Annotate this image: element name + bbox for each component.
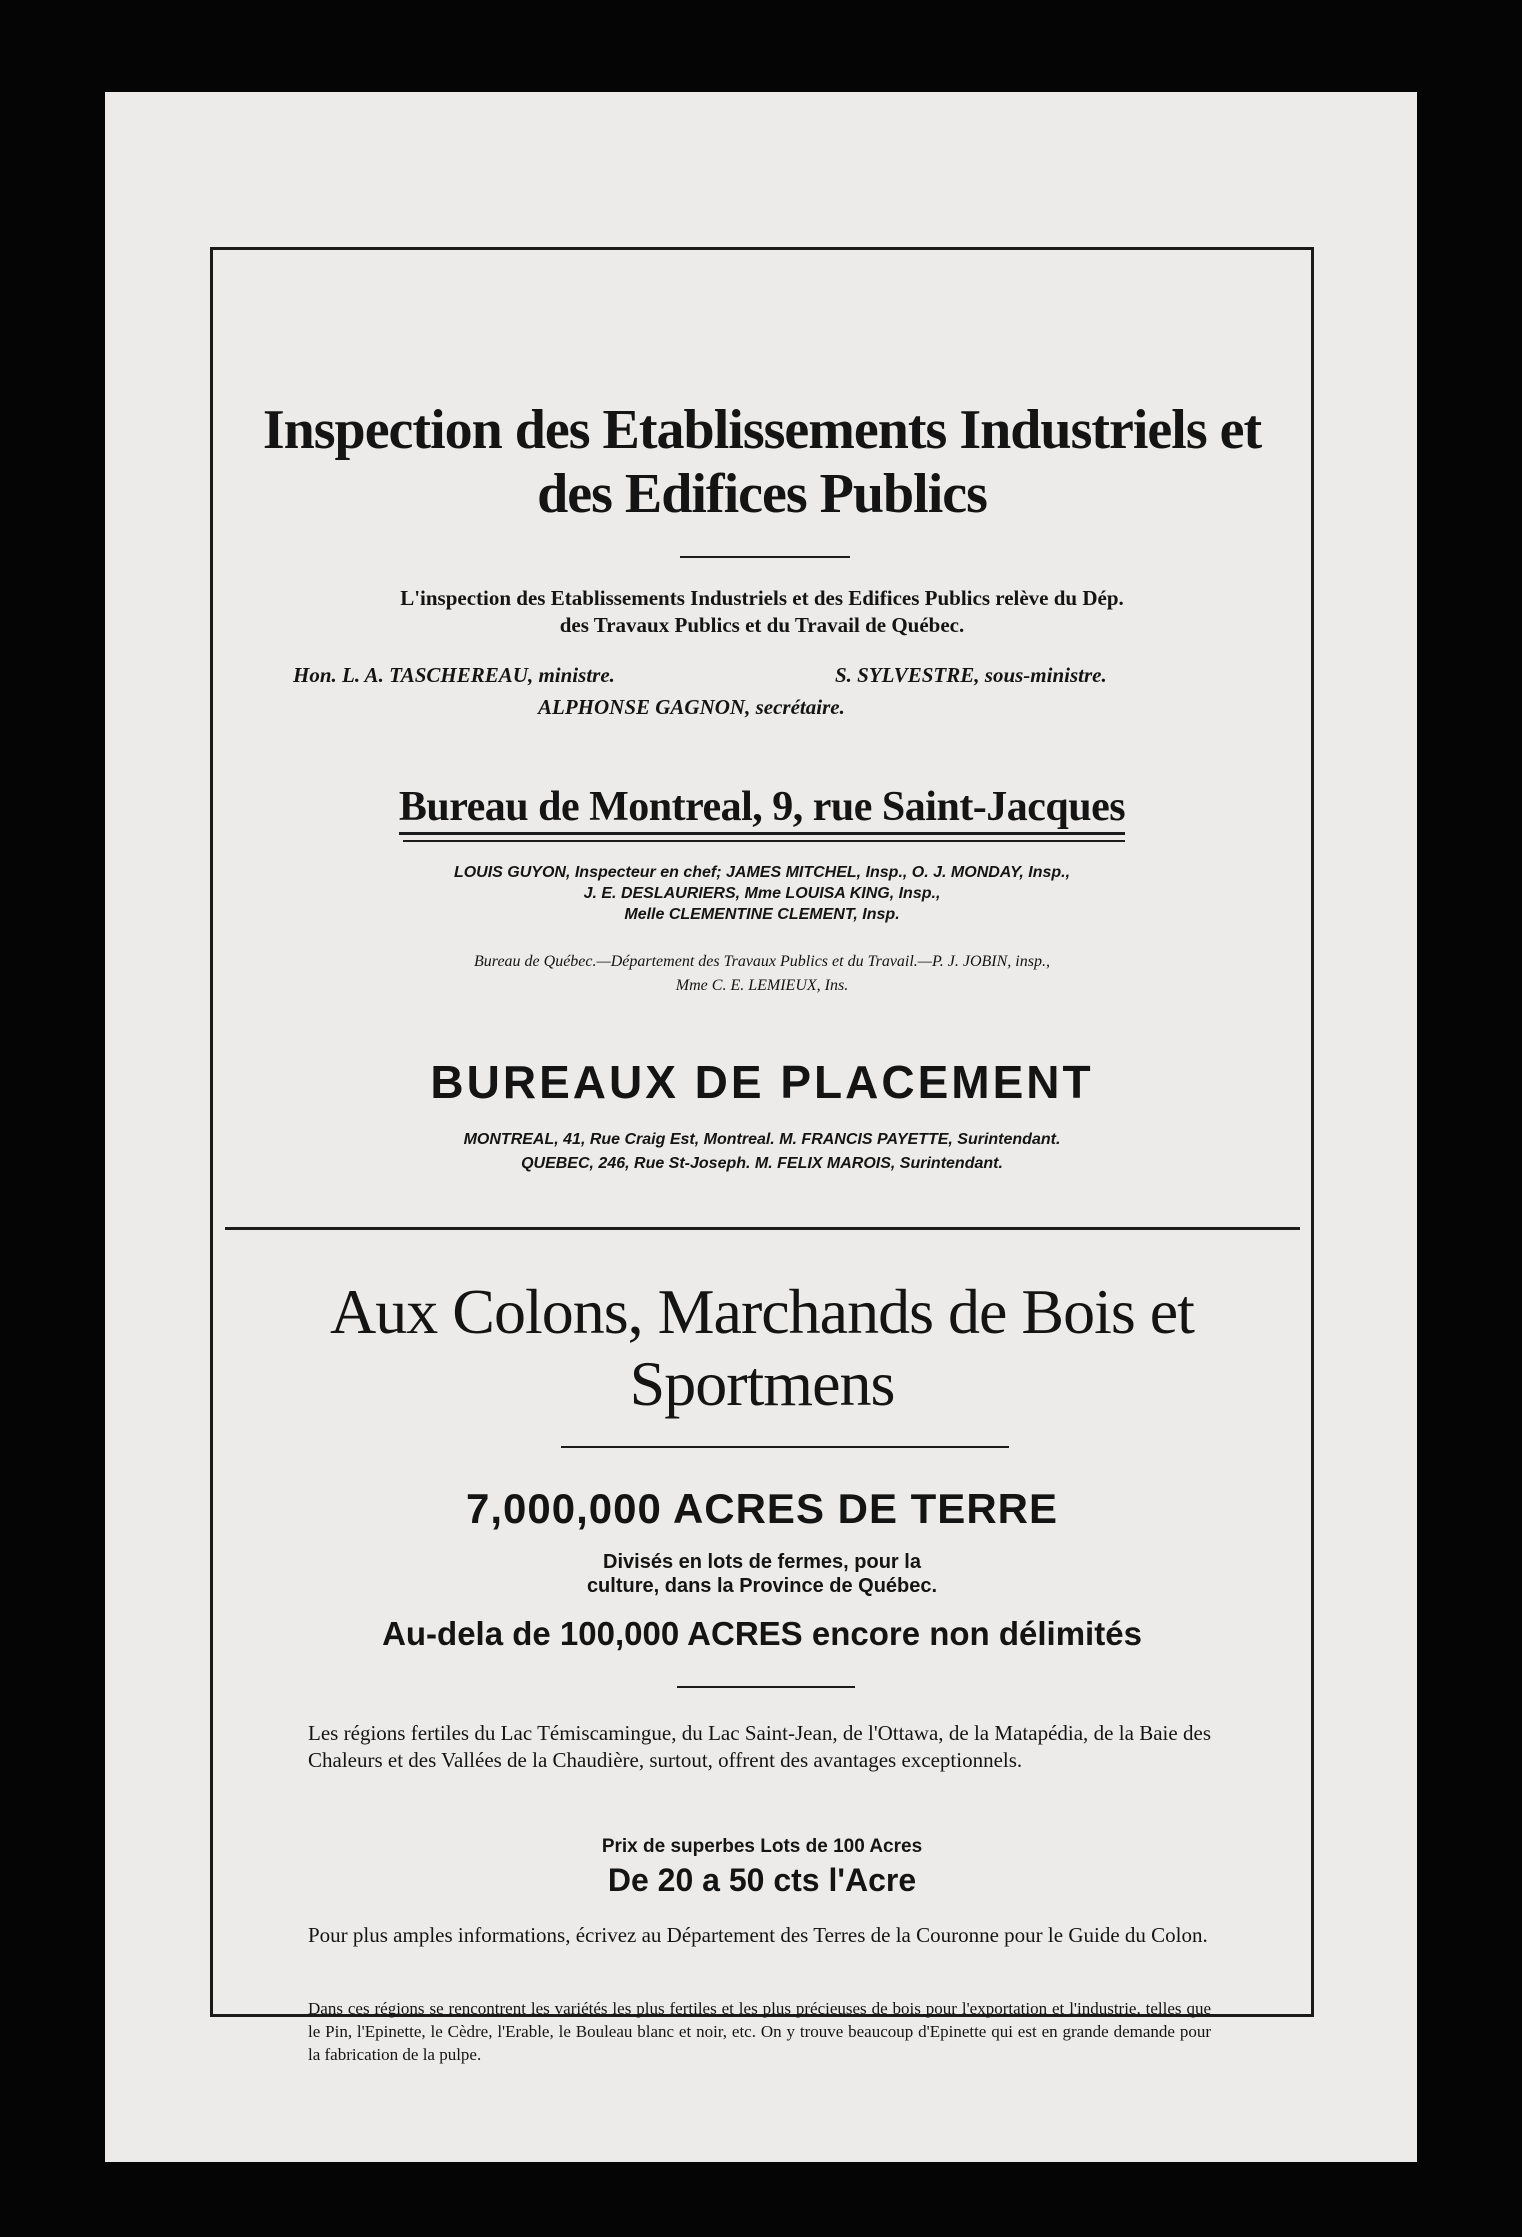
bureau-heading-rule (403, 840, 1125, 842)
placement-heading: BUREAUX DE PLACEMENT (430, 1056, 1094, 1108)
inspection-intro: L'inspection des Etablissements Industriels et des Edifices Publics relève du Dép. des Travaux Publics et du Travail de Québec. (400, 586, 1124, 637)
document-page (105, 92, 1417, 2162)
colons-title-divider (561, 1446, 1009, 1448)
undelimited-divider (677, 1686, 855, 1688)
advertisement-frame (210, 247, 1314, 2064)
colons-title: Aux Colons, Marchands de Bois et Sportmens (330, 1276, 1194, 1419)
contact-paragraph: Pour plus amples informations, écrivez au Département des Terres de la Couronne pour le Guide du Colon. (308, 1923, 1208, 1947)
title-divider (680, 556, 850, 558)
section-divider (225, 1227, 1300, 1230)
undelimited-acres: Au-dela de 100,000 ACRES encore non délimités (382, 1615, 1142, 1652)
placement-offices: MONTREAL, 41, Rue Craig Est, Montreal. M. FRANCIS PAYETTE, Surintendant. QUEBEC, 246, Rue St-Joseph. M. FELIX MAROIS, Surintendant. (463, 1131, 1061, 1172)
officials-list (213, 663, 1311, 733)
deputy-minister-text: S. SYLVESTRE, sous-ministre. (835, 663, 1107, 687)
price-label: Prix de superbes Lots de 100 Acres (601, 1836, 923, 1857)
acres-heading: 7,000,000 ACRES DE TERRE (465, 1485, 1058, 1532)
secretary-text: ALPHONSE GAGNON, secrétaire. (538, 695, 845, 719)
montreal-staff-list: LOUIS GUYON, Inspecteur en chef; JAMES MITCHEL, Insp., O. J. MONDAY, Insp., J. E. DESLAURIERS, Mme LOUISA KING, Insp., Melle CLEMENTINE CLEMENT, Insp. (453, 864, 1071, 923)
inspection-title: Inspection des Etablissements Industriels et des Edifices Publics (262, 399, 1262, 525)
regions-paragraph: Les régions fertiles du Lac Témiscamingue, du Lac Saint-Jean, de l'Ottawa, de la Matapédia, de la Baie des Chaleurs et des Vallées de la Chaudière, surtout, offrent des avantages exceptionnels. (308, 1721, 1211, 1772)
price-value: De 20 a 50 cts l'Acre (607, 1862, 917, 1898)
minister-text: Hon. L. A. TASCHEREAU, ministre. (293, 663, 615, 687)
varieties-paragraph: Dans ces régions se rencontrent les variétés les plus fertiles et les plus précieuses de bois pour l'exportation et l'industrie, telles que le Pin, l'Epinette, le Cèdre, l'Erable, le Bouleau blanc et noir, etc. On y trouve beaucoup d'Epinette qui est en grande demande pour la fabrication de la pulpe. (308, 1999, 1211, 2064)
quebec-bureau-text: Bureau de Québec.—Département des Travaux Publics et du Travail.—P. J. JOBIN, insp., Mme C. E. LEMIEUX, Ins. (474, 953, 1050, 994)
lots-description: Divisés en lots de fermes, pour la culture, dans la Province de Québec. (586, 1551, 938, 1597)
montreal-bureau-heading: Bureau de Montreal, 9, rue Saint-Jacques (213, 783, 1311, 831)
